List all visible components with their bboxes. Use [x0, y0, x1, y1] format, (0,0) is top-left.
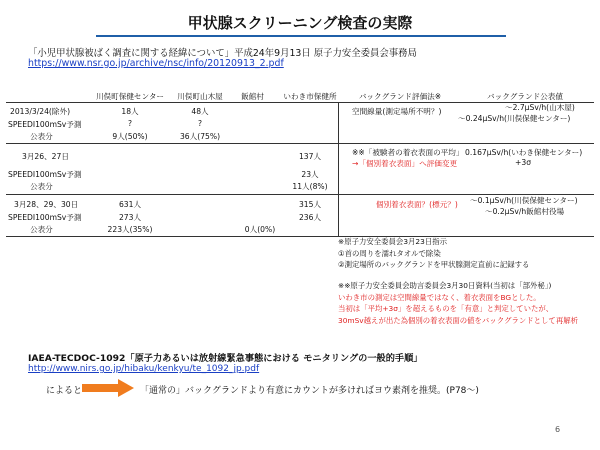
- row3-share-label: 公表分: [30, 225, 53, 234]
- iaea-link[interactable]: http://www.nirs.go.jp/hibaku/kenkyu/te_1092_jp.pdf: [28, 364, 260, 374]
- row1-share-kawamata: 9人(50%): [112, 132, 148, 141]
- header-kawamata-center: 川俣町保健センター: [95, 92, 165, 101]
- row2-bg-value-1: 0.167μSv/h(いわき保健センター): [465, 148, 583, 157]
- note-4: ※※原子力安全委員会助言委員会3月30日資料(当初は「部外秘」): [338, 281, 552, 290]
- row3-speedi-label: SPEEDI100mSv予測: [8, 213, 82, 222]
- row3-speedi-kawamata: 273人: [118, 213, 142, 222]
- row3-date: 3月28、29、30日: [14, 200, 79, 209]
- notes-block-2: [338, 280, 578, 326]
- according-label: によると: [46, 386, 83, 396]
- row1-speedi-label: SPEEDI100mSv予測: [8, 120, 82, 129]
- row3-bg-value-1: 〜0.1μSv/h(川俣保健センター): [470, 196, 578, 205]
- row1-speedi-yamakiya: ?: [197, 119, 203, 128]
- row2-iwaki: 137人: [298, 152, 322, 161]
- row2-bg-method-1: ※※「被験者の着衣表面の平均」: [352, 148, 464, 157]
- note-7: 30mSv越えが出た為個別の着衣表面の値をバックグランドとして再解析: [338, 315, 578, 325]
- row2-share-iwaki: 11人(8%): [292, 182, 328, 191]
- page-number: 6: [555, 425, 561, 434]
- row3-speedi-iwaki: 236人: [298, 213, 322, 222]
- notes-block-1: [338, 236, 529, 271]
- header-bg-method: バックグランド評価法※: [358, 92, 442, 101]
- row1-bg-value-2: 〜0.24μSv/h(川俣保健センター): [458, 114, 571, 123]
- table-line-row1: [6, 143, 594, 144]
- row1-share-label: 公表分: [30, 132, 53, 141]
- note-5: いわき市の測定は空間線量ではなく、着衣表面をBGとした。: [338, 292, 541, 302]
- row1-share-yamakiya: 36人(75%): [179, 132, 221, 141]
- note-6: 当初は「平均+3σ」を超えるものを「有意」と判定していたが、: [338, 304, 554, 313]
- source-link[interactable]: https://www.nsr.go.jp/archive/nsc/info/20120913_2.pdf: [28, 58, 284, 69]
- row1-date: 2013/3/24(除外): [10, 107, 71, 116]
- header-yamakiya: 川俣町山木屋: [177, 92, 223, 101]
- row2-speedi-label: SPEEDI100mSv予測: [8, 170, 82, 179]
- row1-bg-method: 空間線量(測定場所不明？): [352, 107, 442, 116]
- row3-iwaki: 315人: [298, 200, 322, 209]
- iaea-title: IAEA-TECDOC-1092「原子力あるいは放射線緊急事態における モニタリングの一般的手順」: [28, 353, 423, 364]
- note-3: ②測定場所のバックグランドを甲状腺測定直前に記録する: [338, 260, 530, 269]
- row2-speedi-iwaki: 23人: [301, 170, 319, 179]
- source-title: 「小児甲状腺被ばく調査に関する経緯について」平成24年9月13日 原子力安全委員会事務局: [28, 48, 417, 59]
- row1-speedi-kawamata: ?: [127, 119, 133, 128]
- right-arrow-icon: [82, 379, 134, 401]
- row1-yamakiya: 48人: [191, 107, 209, 116]
- header-iitate: 飯館村: [241, 92, 264, 101]
- row3-kawamata: 631人: [118, 200, 142, 209]
- title-underline: [96, 35, 506, 37]
- slide-title: 甲状腺スクリーニング検査の実際: [187, 14, 413, 32]
- header-iwaki: いわき市保健所: [283, 92, 337, 101]
- row2-bg-method-2: →「個別着衣表面」へ評価変更: [352, 159, 458, 168]
- row1-kawamata: 18人: [121, 107, 139, 116]
- row2-date: 3月26、27日: [22, 152, 69, 161]
- row3-share-iitate: 0人(0%): [244, 225, 276, 234]
- row2-share-label: 公表分: [30, 182, 53, 191]
- row3-bg-value-2: 〜0.2μSv/h飯館村役場: [485, 207, 565, 216]
- row3-bg-method: 個別着衣表面？(標元？): [376, 200, 458, 209]
- row1-bg-value-1: 〜2.7μSv/h(山木屋): [505, 103, 575, 112]
- header-bg-value: バックグランド公表値: [487, 92, 563, 101]
- conclusion-text: 「通常の」バックグランドより有意にカウントが多ければヨウ素剤を推奨。(P78〜): [140, 386, 479, 396]
- note-2: ①首の周りを濡れタオルで除染: [338, 248, 441, 258]
- row3-share-kawamata: 223人(35%): [107, 225, 153, 234]
- row2-bg-value-2: +3σ: [515, 158, 532, 167]
- note-1: ※原子力安全委員会3月23日指示: [338, 237, 447, 246]
